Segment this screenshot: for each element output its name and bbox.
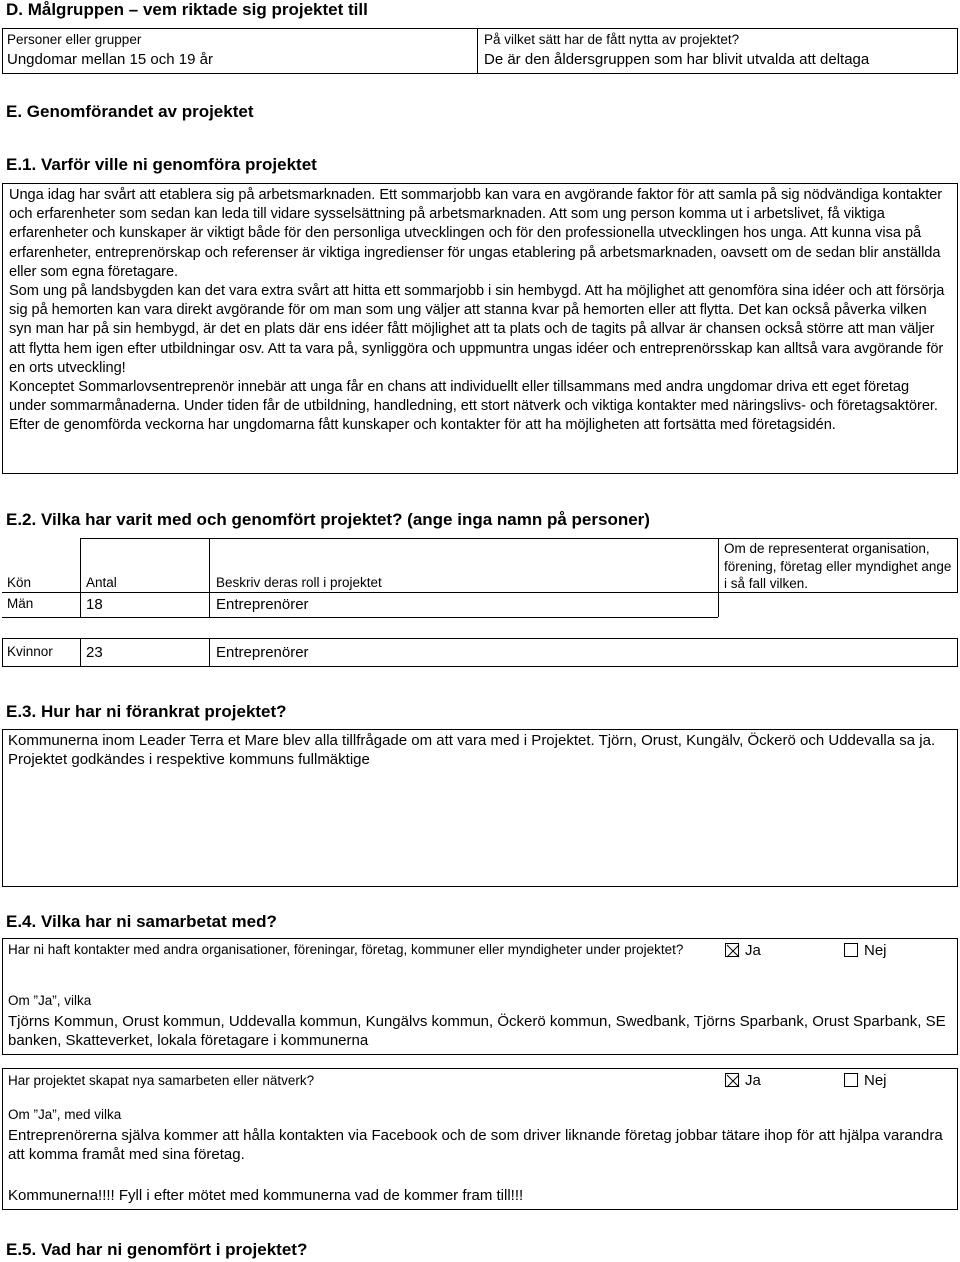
e1-paragraph-2: Som ung på landsbygden kan det vara extra svårt att hitta ett sommarjobb i sin hembygd. Att ha möjlighet att genomföra sina idéer och att försörja sig på hemorten kan vara direkt avgörande för om man som ung väljer att stanna kvar på hemorten eller att flytta. Det kan också påverka vilken syn man har på sin hembygd, är det en plats där ens idéer fått möjlighet att ta plats och de tagits på allvar är chansen också större att man väljer att flytta hem igen efter utbildningar osv. Att ta vara på, synliggöra och uppmuntra ungas idéer och entreprenörsskap kan alltså vara avgörande för en orts utveckling! — [9, 283, 945, 376]
row-kvinnor — [2, 638, 958, 667]
e4-q1-question: Har ni haft kontakter med andra organisationer, föreningar, företag, kommuner eller myndigheter under projektet? — [8, 942, 684, 957]
row-kvinnor-antal: 23 — [86, 644, 103, 661]
q2-extra-note: Kommunerna!!!! Fyll i efter mötet med kommunerna vad de kommer fram till!!! — [8, 1187, 524, 1204]
q2-no-checkbox[interactable] — [844, 1073, 858, 1087]
col-roll-header: Beskriv deras roll i projektet — [216, 575, 382, 590]
row-kvinnor-roll: Entreprenörer — [216, 644, 309, 661]
q2-followup-label: Om ”Ja”, med vilka — [8, 1107, 122, 1122]
row-man-kon: Män — [7, 596, 34, 611]
q1-yes-checkbox[interactable] — [725, 943, 739, 957]
e1-paragraph-3: Konceptet Sommarlovsentreprenör innebär att unga får en chans att individuellt eller tillsammans med andra ungdomar driva ett eget företag under sommarmånaderna. Under tiden får de utbildning, handledning, ett stort nätverk och viktiga kontakter med näringslivs- och företagsaktörer. Efter de genomförda veckorna har ungdomarna fått kunskaper och kontakter för att ha möjligheten att fortsätta med företagsidén. — [9, 379, 938, 434]
q2-no-label: Nej — [864, 1072, 887, 1089]
q1-no-checkbox[interactable] — [844, 943, 858, 957]
e1-text — [9, 186, 949, 436]
q2-yes-label: Ja — [745, 1072, 761, 1089]
e2-heading: E.2. Vilka har varit med och genomfört projektet? (ange inga namn på personer) — [6, 510, 650, 529]
col-antal-header: Antal — [86, 575, 117, 590]
e3-heading: E.3. Hur har ni förankrat projektet? — [6, 702, 287, 721]
section-e-heading: E. Genomförandet av projektet — [6, 102, 254, 121]
q1-no-label: Nej — [864, 942, 887, 959]
q1-followup-label: Om ”Ja”, vilka — [8, 993, 92, 1008]
q1-yes-label: Ja — [745, 942, 761, 959]
col-org-header: Om de representerat organisation, förening, företag eller myndighet ange i så fall vilken. — [724, 541, 952, 591]
e4-heading: E.4. Vilka har ni samarbetat med? — [6, 912, 277, 931]
benefit-value: De är den åldersgruppen som har blivit utvalda att deltaga — [484, 51, 870, 68]
checkmark-x-icon — [726, 1074, 740, 1088]
target-group-value: Ungdomar mellan 15 och 19 år — [7, 51, 213, 68]
row-man-roll: Entreprenörer — [216, 596, 309, 613]
target-group-label: Personer eller grupper — [7, 32, 142, 47]
e1-heading: E.1. Varför ville ni genomföra projektet — [6, 155, 317, 174]
col-kon-header: Kön — [7, 575, 32, 590]
section-d-heading: D. Målgruppen – vem riktade sig projektet till — [6, 0, 368, 19]
q1-answer: Tjörns Kommun, Orust kommun, Uddevalla kommun, Kungälvs kommun, Öckerö kommun, Swedbank, Tjörns Sparbank, Orust Sparbank, SE banken, Skatteverket, lokala företagare i kommunerna — [8, 1013, 946, 1049]
checkmark-x-icon — [726, 944, 740, 958]
e5-heading: E.5. Vad har ni genomfört i projektet? — [6, 1240, 308, 1259]
e4-q2-question: Har projektet skapat nya samarbeten eller nätverk? — [8, 1073, 315, 1088]
e1-paragraph-1: Unga idag har svårt att etablera sig på arbetsmarknaden. Ett sommarjobb kan vara en avgörande faktor för att samla på sig nödvändiga kontakter och erfarenheter som sedan kan leda till vidare sysselsättning på arbetsmarknaden. Att som ung person komma ut i arbetslivet, få viktiga erfarenheter och kunskaper är viktigt både för den personliga utvecklingen och för den professionella utvecklingen hos unga. Att kunna visa på erfarenheter, entreprenörskap och referenser är viktiga ingredienser för ungas etablering på arbetsmarknaden, oavsett om de sedan blir anställda eller som egna företagare. — [9, 187, 943, 280]
benefit-label: På vilket sätt har de fått nytta av projektet? — [484, 32, 740, 47]
q2-yes-checkbox[interactable] — [725, 1073, 739, 1087]
q2-answer: Entreprenörerna själva kommer att hålla kontakten via Facebook och de som driver liknande företag jobbar tätare ihop för att hjälpa varandra att komma framåt med sina företag. — [8, 1127, 943, 1163]
row-kvinnor-kon: Kvinnor — [7, 644, 53, 659]
e3-text: Kommunerna inom Leader Terra et Mare blev alla tillfrågade om att vara med i Projektet. Tjörn, Orust, Kungälv, Öckerö och Uddevalla sa ja. Projektet godkändes i respektive kommuns fullmäktige — [8, 732, 936, 768]
row-man-antal: 18 — [86, 596, 103, 613]
